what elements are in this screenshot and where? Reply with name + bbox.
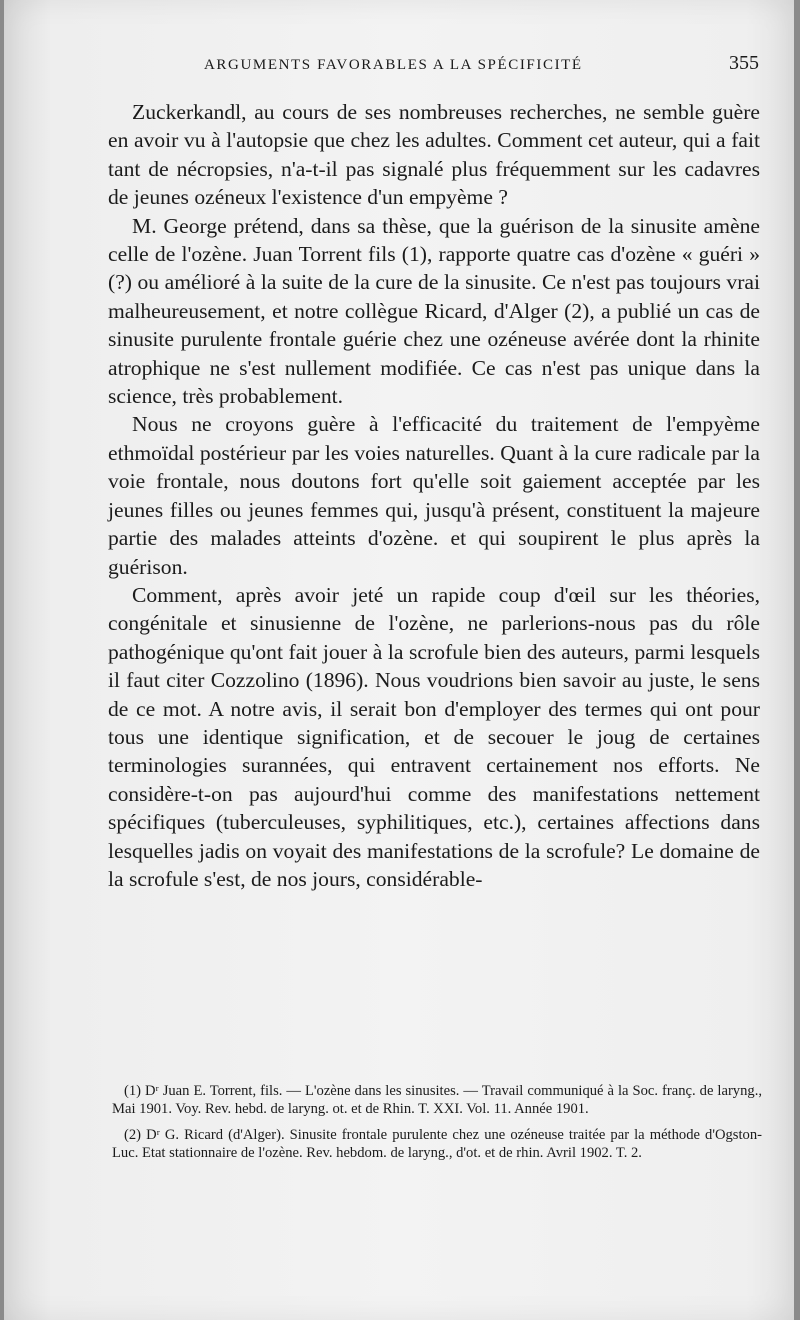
page-header	[204, 52, 759, 75]
footnote: (2) Dʳ G. Ricard (d'Alger). Sinusite frontale purulente chez une ozéneuse traitée par la méthode d'Ogston-Luc. Etat stationnaire de l'ozène. Rev. hebdom. de laryng., d'ot. et de rhin. Avril 1902. T. 2.	[112, 1127, 762, 1161]
page-number: 355	[729, 52, 759, 74]
running-head: ARGUMENTS FAVORABLES A LA SPÉCIFICITÉ	[204, 57, 583, 73]
paragraph: Zuckerkandl, au cours de ses nombreuses recherches, ne semble guère en avoir vu à l'autopsie que chez les adultes. Comment cet auteur, qui a fait tant de nécropsies, n'a-t-il pas signalé plus fréquemment sur les cadavres de jeunes ozéneux l'existence d'un empyème ?	[108, 100, 760, 210]
paragraph: Comment, après avoir jeté un rapide coup d'œil sur les théories, congénitale et sinusienne de l'ozène, ne parlerions-nous pas du rôle pathogénique qu'ont fait jouer à la scrofule bien des auteurs, parmi lesquels il faut citer Cozzolino (1896). Nous voudrions bien savoir au juste, le sens de ce mot. A notre avis, il serait bon d'employer des termes qui ont pour tous une identique signification, et de secouer le joug de certaines terminologies surannées, qui entravent certainement nos efforts. Ne considère-t-on pas aujourd'hui comme des manifestations nettement spécifiques (tuberculeuses, syphilitiques, etc.), certaines affections dans lesquelles jadis on voyait des manifestations de la scrofule? Le domaine de la scrofule s'est, de nos jours, considérable-	[108, 582, 760, 891]
footnote: (1) Dʳ Juan E. Torrent, fils. — L'ozène dans les sinusites. — Travail communiqué à la Soc. franç. de laryng., Mai 1901. Voy. Rev. hebd. de laryng. ot. et de Rhin. T. XXI. Vol. 11. Année 1901.	[112, 1083, 762, 1117]
paragraph: M. George prétend, dans sa thèse, que la guérison de la sinusite amène celle de l'ozène. Juan Torrent fils (1), rapporte quatre cas d'ozène « guéri » (?) ou amélioré à la suite de la cure de la sinusite. Ce n'est pas toujours vrai malheureusement, et notre collègue Ricard, d'Alger (2), a publié un cas de sinusite purulente frontale guérie chez une ozéneuse avérée dont la rhinite atrophique ne s'est nullement modifiée. Ce cas n'est pas unique dans la science, très probablement.	[108, 213, 760, 409]
body-text	[108, 98, 760, 893]
footnotes	[112, 1083, 762, 1171]
paragraph: Nous ne croyons guère à l'efficacité du traitement de l'empyème ethmoïdal postérieur par les voies naturelles. Quant à la cure radicale par la voie frontale, nous doutons fort qu'elle soit gaiement acceptée par les jeunes filles ou jeunes femmes qui, jusqu'à présent, constituent la majeure partie des malades atteints d'ozène. et qui soupirent le plus après la guérison.	[108, 412, 760, 579]
book-page	[4, 0, 794, 1320]
